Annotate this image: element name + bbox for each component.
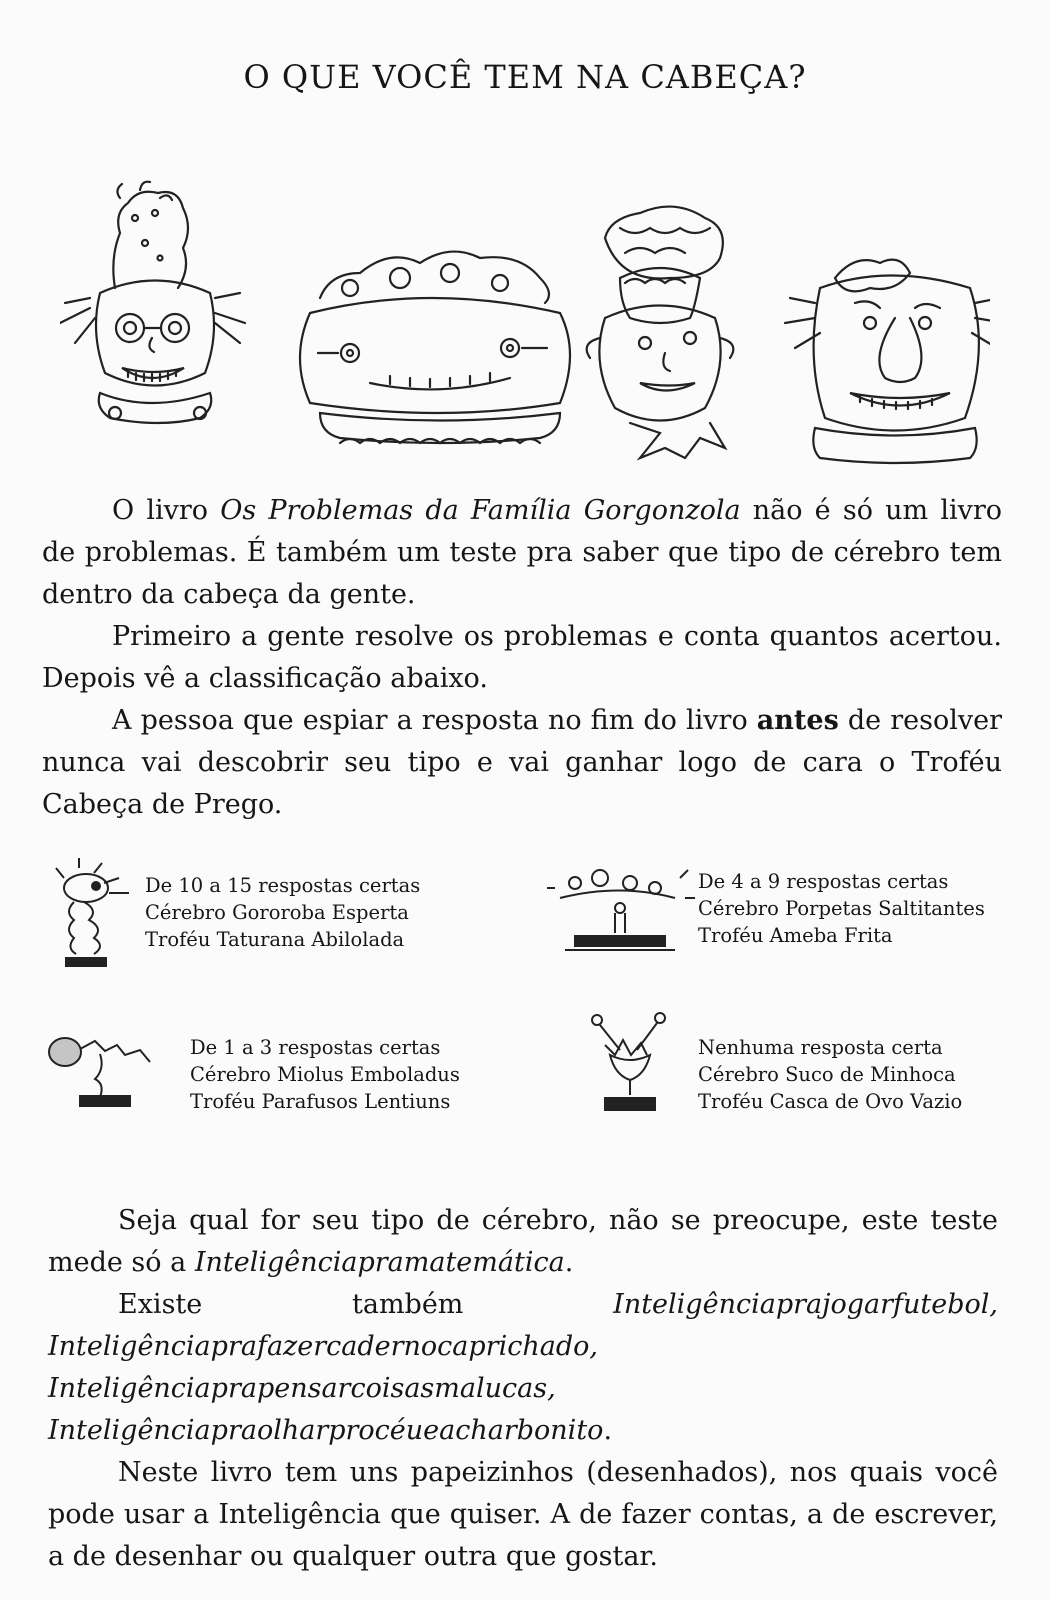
- book-title: Os Problemas da Família Gorgonzola: [220, 495, 741, 526]
- classification-entry-2: [698, 868, 985, 949]
- entry-range: De 1 a 3 respostas certas: [190, 1036, 441, 1059]
- entry-brain: Cérebro Gororoba Esperta: [145, 901, 409, 924]
- trophy-meatballs-icon: [545, 858, 695, 958]
- classification-entry-3: [190, 1034, 460, 1115]
- entry-brain: Cérebro Porpetas Saltitantes: [698, 897, 985, 920]
- trophy-eggshell-icon: [585, 1010, 675, 1120]
- entry-brain: Cérebro Suco de Minhoca: [698, 1063, 956, 1086]
- outro-paragraph-1: Seja qual for seu tipo de cérebro, não se preocupe, este teste mede só a Inteligênciapramatemática.: [48, 1205, 998, 1278]
- entry-range: Nenhuma resposta certa: [698, 1036, 943, 1059]
- classification-entry-4: [698, 1034, 962, 1115]
- intro-text: [42, 490, 1002, 826]
- entry-trophy: Troféu Casca de Ovo Vazio: [698, 1090, 963, 1113]
- trophy-caterpillar-icon: [44, 858, 134, 973]
- head-caterpillar-illustration: [60, 182, 245, 423]
- intro-paragraph-1: O livro Os Problemas da Família Gorgonzola não é só um livro de problemas. É também um teste pra saber que tipo de cérebro tem dentro da cabeça da gente.: [42, 495, 1003, 610]
- outro-text: [48, 1200, 998, 1578]
- head-flat-illustration: [300, 252, 570, 443]
- entry-trophy: Troféu Ameba Frita: [698, 924, 893, 947]
- head-nose-illustration: [785, 260, 990, 463]
- outro-paragraph-3: Neste livro tem uns papeizinhos (desenhados), nos quais você pode usar a Inteligência que quiser. A de fazer contas, a de escrever, a de desenhar ou qualquer outra que gostar.: [48, 1457, 998, 1572]
- outro-paragraph-2: Existe também Inteligênciaprajogarfutebol, Inteligênciaprafazercadernocaprichado, Inteligênciaprapensarcoisasmalucas, Inteligênciapraolharprocéueacharbonito.: [48, 1289, 998, 1446]
- entry-trophy: Troféu Taturana Abilolada: [145, 928, 405, 951]
- head-brain-illustration: [587, 207, 734, 458]
- entry-trophy: Troféu Parafusos Lentiuns: [190, 1090, 451, 1113]
- trophy-screws-icon: [40, 1024, 170, 1114]
- entry-brain: Cérebro Miolus Emboladus: [190, 1063, 460, 1086]
- entry-range: De 10 a 15 respostas certas: [145, 874, 421, 897]
- classification-entry-1: [145, 872, 420, 953]
- intro-paragraph-2: Primeiro a gente resolve os problemas e conta quantos acertou. Depois vê a classificação abaixo.: [42, 621, 1002, 694]
- page-title: O QUE VOCÊ TEM NA CABEÇA?: [243, 58, 807, 96]
- entry-range: De 4 a 9 respostas certas: [698, 870, 949, 893]
- brain-heads-illustration: [60, 168, 990, 468]
- intro-paragraph-3: A pessoa que espiar a resposta no fim do livro antes de resolver nunca vai descobrir seu tipo e vai ganhar logo de cara o Troféu Cabeça de Prego.: [42, 705, 1002, 820]
- bold-word: antes: [756, 705, 839, 736]
